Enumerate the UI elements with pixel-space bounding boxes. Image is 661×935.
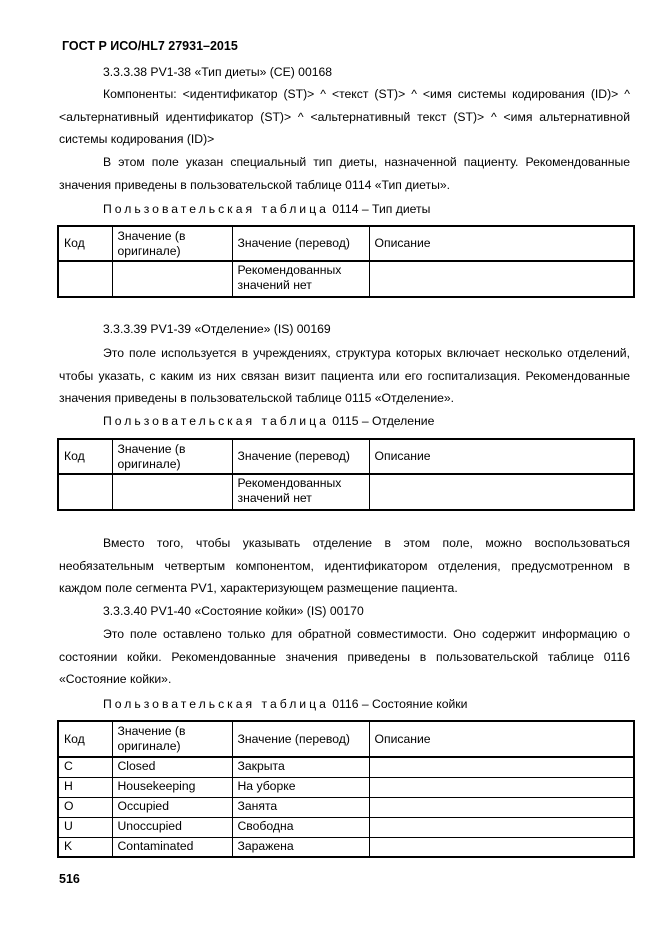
col-header-code: Код xyxy=(58,439,112,474)
cell-trans: Рекомендованных значений нет xyxy=(232,474,369,510)
table-caption-0116 xyxy=(103,697,467,711)
cell-desc xyxy=(369,777,634,797)
table-row xyxy=(58,474,634,510)
table-header-row xyxy=(58,439,634,474)
cell-desc xyxy=(369,757,634,777)
paragraph-department-alt: Вместо того, чтобы указывать отделение в этом поле, можно воспользоваться необязательным четвертым компонентом, идентификатором отделения, предусмотренном в каждом поле сегмента PV1, характеризующем размещение пациента. xyxy=(59,536,630,595)
paragraph-bed-status: Это поле оставлено только для обратной совместимости. Оно содержит информацию о состоянии койки. Рекомендованные значения приведены в пользовательской таблице 0116 «Состояние койки». xyxy=(59,627,630,686)
col-header-value-orig: Значение (в оригинале) xyxy=(112,439,232,474)
cell-desc xyxy=(369,817,634,837)
page-number: 516 xyxy=(59,872,80,886)
cell-code xyxy=(58,261,112,297)
table-caption-title: 0114 – Тип диеты xyxy=(332,202,431,216)
cell-orig: Occupied xyxy=(112,797,232,817)
cell-orig: Closed xyxy=(112,757,232,777)
table-row xyxy=(58,757,634,777)
cell-trans: Заражена xyxy=(232,837,369,857)
table-header-row xyxy=(58,226,634,261)
cell-code: H xyxy=(58,777,112,797)
col-header-value-trans: Значение (перевод) xyxy=(232,226,369,261)
table-caption-prefix: Пользовательская таблица xyxy=(103,697,329,711)
cell-trans: Занята xyxy=(232,797,369,817)
section-heading-40: 3.3.3.40 PV1-40 «Состояние койки» (IS) 00170 xyxy=(103,604,364,618)
cell-trans: Рекомендованных значений нет xyxy=(232,261,369,297)
document-header: ГОСТ Р ИСО/HL7 27931–2015 xyxy=(62,39,238,53)
cell-orig: Housekeeping xyxy=(112,777,232,797)
table-caption-title: 0116 – Состояние койки xyxy=(332,697,468,711)
col-header-desc: Описание xyxy=(369,439,634,474)
cell-trans: Закрыта xyxy=(232,757,369,777)
col-header-code: Код xyxy=(58,721,112,757)
table-row xyxy=(58,777,634,797)
col-header-value-orig: Значение (в оригинале) xyxy=(112,721,232,757)
col-header-value-trans: Значение (перевод) xyxy=(232,439,369,474)
table-0114 xyxy=(57,225,635,298)
cell-orig xyxy=(112,261,232,297)
col-header-desc: Описание xyxy=(369,226,634,261)
table-row xyxy=(58,817,634,837)
cell-trans: Свободна xyxy=(232,817,369,837)
col-header-code: Код xyxy=(58,226,112,261)
cell-code: O xyxy=(58,797,112,817)
cell-trans: На уборке xyxy=(232,777,369,797)
cell-desc xyxy=(369,797,634,817)
cell-code: U xyxy=(58,817,112,837)
table-caption-0115 xyxy=(103,414,434,428)
cell-code xyxy=(58,474,112,510)
paragraph-department: Это поле используется в учреждениях, структура которых включает несколько отделений, чтобы указать, с каким из них связан визит пациента или его госпитализация. Рекомендованные значения приведены в пользовательской таблице 0115 «Отделение». xyxy=(59,346,630,405)
table-caption-prefix: Пользовательская таблица xyxy=(103,202,329,216)
table-row xyxy=(58,837,634,857)
table-caption-title: 0115 – Отделение xyxy=(332,414,435,428)
col-header-value-trans: Значение (перевод) xyxy=(232,721,369,757)
paragraph-components: Компоненты: <идентификатор (ST)> ^ <текст (ST)> ^ <имя системы кодирования (ID)> ^ <альтернативный идентификатор (ST)> ^ <альтернативный текст (ST)> ^ <имя альтернативной системы кодирования (ID)> xyxy=(59,87,630,146)
table-caption-prefix: Пользовательская таблица xyxy=(103,414,329,428)
section-heading-39: 3.3.3.39 PV1-39 «Отделение» (IS) 00169 xyxy=(103,322,331,336)
paragraph-diet: В этом поле указан специальный тип диеты, назначенной пациенту. Рекомендованные значения приведены в пользовательской таблице 0114 «Тип диеты». xyxy=(59,155,630,192)
cell-code: K xyxy=(58,837,112,857)
table-header-row xyxy=(58,721,634,757)
cell-desc xyxy=(369,837,634,857)
cell-code: C xyxy=(58,757,112,777)
cell-desc xyxy=(369,261,634,297)
table-row xyxy=(58,797,634,817)
col-header-value-orig: Значение (в оригинале) xyxy=(112,226,232,261)
cell-desc xyxy=(369,474,634,510)
table-caption-0114 xyxy=(103,202,430,216)
table-row xyxy=(58,261,634,297)
cell-orig: Contaminated xyxy=(112,837,232,857)
cell-orig: Unoccupied xyxy=(112,817,232,837)
table-0115 xyxy=(57,438,635,511)
col-header-desc: Описание xyxy=(369,721,634,757)
cell-orig xyxy=(112,474,232,510)
table-0116 xyxy=(57,720,635,858)
section-heading-38: 3.3.3.38 PV1-38 «Тип диеты» (CE) 00168 xyxy=(103,65,333,79)
